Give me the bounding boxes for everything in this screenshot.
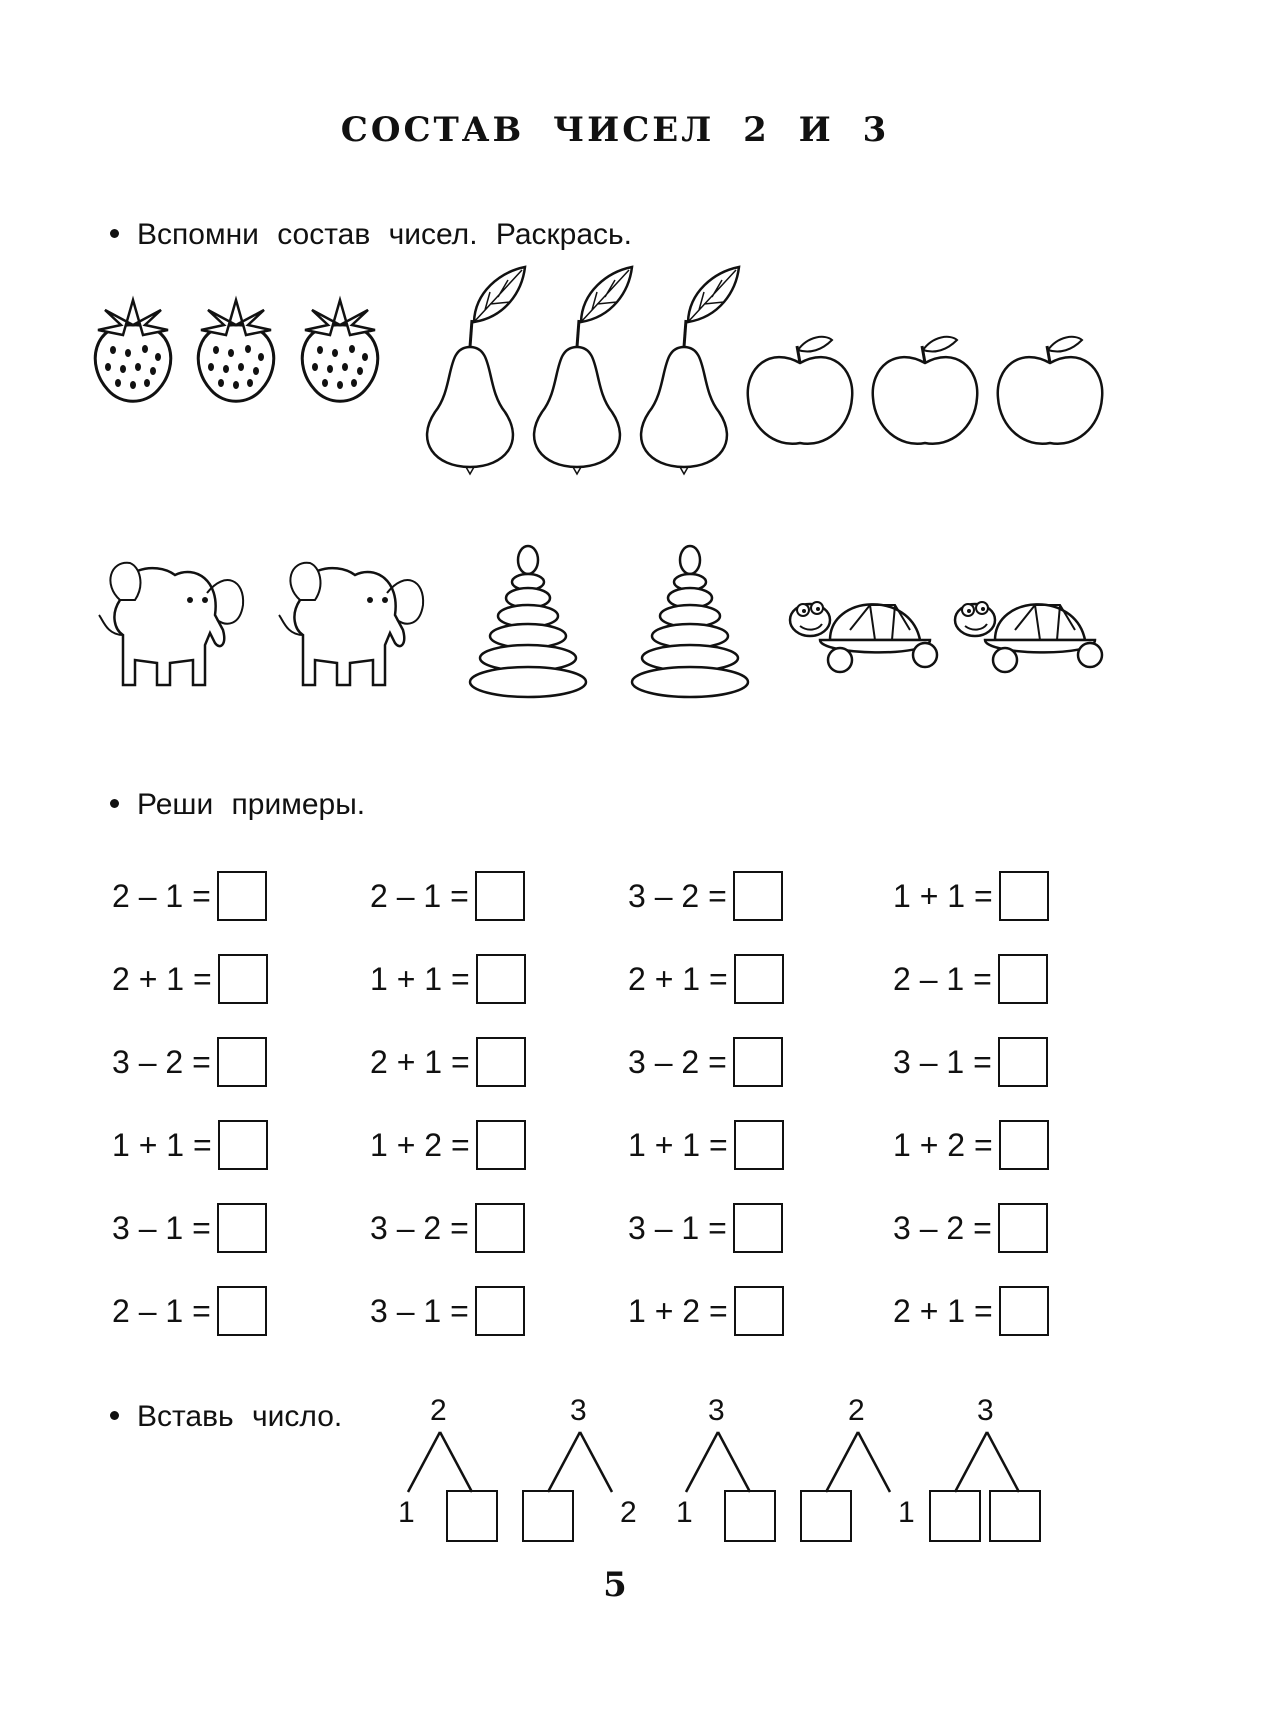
strawberry-icon — [198, 300, 273, 401]
task-insert-text: Вставь число. — [137, 1400, 343, 1433]
answer-box[interactable] — [733, 1203, 783, 1253]
equation-text: 1 + 1 = — [893, 877, 993, 914]
tree-answer-box[interactable] — [446, 1490, 498, 1542]
equation — [112, 1202, 267, 1254]
answer-box[interactable] — [734, 1286, 784, 1336]
equation — [370, 1036, 526, 1088]
bullet-icon — [110, 1411, 119, 1420]
equation-text: 2 – 1 = — [893, 960, 992, 997]
tree-top-number: 2 — [430, 1394, 447, 1427]
elephant-icon — [99, 563, 243, 685]
equation-text: 2 + 1 = — [628, 960, 728, 997]
pear-icon — [641, 267, 739, 474]
equation — [893, 1202, 1048, 1254]
apple-icon — [748, 337, 852, 444]
equation-text: 3 – 1 = — [112, 1209, 211, 1246]
equation-text: 2 + 1 = — [112, 960, 212, 997]
equation — [112, 870, 267, 922]
equation-text: 1 + 1 = — [112, 1126, 212, 1163]
equation-text: 2 + 1 = — [370, 1043, 470, 1080]
equation-text: 2 – 1 = — [112, 877, 211, 914]
answer-box[interactable] — [218, 1120, 268, 1170]
answer-box[interactable] — [733, 1037, 783, 1087]
page-title: СОСТАВ ЧИСЕЛ 2 И 3 — [340, 110, 890, 150]
equation — [112, 1036, 267, 1088]
answer-box[interactable] — [218, 954, 268, 1004]
equation — [893, 953, 1048, 1005]
equation — [370, 1285, 525, 1337]
equation — [893, 1285, 1049, 1337]
equation-text: 3 – 1 = — [370, 1292, 469, 1329]
equation-text: 3 – 2 = — [893, 1209, 992, 1246]
bullet-icon — [110, 799, 119, 808]
task-color-text: Вспомни состав чисел. Раскрась. — [137, 218, 633, 251]
task-solve-instruction — [110, 788, 365, 822]
tree-left-number: 1 — [676, 1496, 693, 1529]
equation-text: 2 + 1 = — [893, 1292, 993, 1329]
equation — [628, 1036, 783, 1088]
equation-text: 3 – 1 = — [628, 1209, 727, 1246]
equation — [893, 870, 1049, 922]
answer-box[interactable] — [217, 871, 267, 921]
pyramid-toy-icon — [470, 546, 586, 697]
equation-text: 1 + 2 = — [893, 1126, 993, 1163]
pyramid-toy-icon — [632, 546, 748, 697]
equation — [893, 1119, 1049, 1171]
equation — [370, 1202, 525, 1254]
answer-box[interactable] — [475, 871, 525, 921]
equation — [370, 1119, 526, 1171]
equation-text: 2 – 1 = — [112, 1292, 211, 1329]
tree-answer-box[interactable] — [929, 1490, 981, 1542]
equation — [112, 953, 268, 1005]
answer-box[interactable] — [476, 1120, 526, 1170]
tree-top-number: 3 — [977, 1394, 994, 1427]
page-number: 5 — [603, 1565, 627, 1605]
tree-answer-box[interactable] — [989, 1490, 1041, 1542]
strawberry-icon — [95, 300, 170, 401]
elephant-icon — [279, 563, 423, 685]
equation-text: 2 – 1 = — [370, 877, 469, 914]
equation-text: 1 + 1 = — [370, 960, 470, 997]
strawberry-icon — [302, 300, 377, 401]
equation — [628, 870, 783, 922]
turtle-icon — [790, 602, 937, 672]
turtle-icon — [955, 602, 1102, 672]
answer-box[interactable] — [999, 1286, 1049, 1336]
equation — [628, 1119, 784, 1171]
apple-icon — [998, 337, 1102, 444]
equation — [893, 1036, 1048, 1088]
equation-text: 3 – 2 = — [112, 1043, 211, 1080]
equation-text: 1 + 1 = — [628, 1126, 728, 1163]
answer-box[interactable] — [476, 1037, 526, 1087]
equation-text: 1 + 2 = — [370, 1126, 470, 1163]
answer-box[interactable] — [734, 1120, 784, 1170]
answer-box[interactable] — [217, 1286, 267, 1336]
equation — [112, 1285, 267, 1337]
answer-box[interactable] — [217, 1203, 267, 1253]
equation — [628, 1285, 784, 1337]
pear-icon — [427, 267, 525, 474]
answer-box[interactable] — [217, 1037, 267, 1087]
equation — [370, 870, 525, 922]
equation — [112, 1119, 268, 1171]
answer-box[interactable] — [998, 954, 1048, 1004]
equation — [370, 953, 526, 1005]
tree-top-number: 3 — [708, 1394, 725, 1427]
tree-left-number: 1 — [398, 1496, 415, 1529]
answer-box[interactable] — [733, 871, 783, 921]
equation-text: 3 – 2 = — [628, 1043, 727, 1080]
equation-text: 3 – 2 = — [628, 877, 727, 914]
answer-box[interactable] — [999, 871, 1049, 921]
answer-box[interactable] — [999, 1120, 1049, 1170]
answer-box[interactable] — [998, 1037, 1048, 1087]
tree-answer-box[interactable] — [724, 1490, 776, 1542]
tree-top-number: 2 — [848, 1394, 865, 1427]
answer-box[interactable] — [998, 1203, 1048, 1253]
tree-answer-box[interactable] — [522, 1490, 574, 1542]
tree-answer-box[interactable] — [800, 1490, 852, 1542]
equation-text: 1 + 2 = — [628, 1292, 728, 1329]
answer-box[interactable] — [734, 954, 784, 1004]
equation-text: 3 – 1 = — [893, 1043, 992, 1080]
apple-icon — [873, 337, 977, 444]
answer-box[interactable] — [476, 954, 526, 1004]
coloring-pictures — [0, 0, 1270, 760]
pear-icon — [534, 267, 632, 474]
task-solve-text: Реши примеры. — [137, 788, 366, 821]
tree-top-number: 3 — [570, 1394, 587, 1427]
task-insert-instruction — [110, 1400, 342, 1434]
tree-right-number: 1 — [898, 1496, 915, 1529]
answer-box[interactable] — [475, 1286, 525, 1336]
equation-text: 3 – 2 = — [370, 1209, 469, 1246]
answer-box[interactable] — [475, 1203, 525, 1253]
equation — [628, 1202, 783, 1254]
equation — [628, 953, 784, 1005]
tree-right-number: 2 — [620, 1496, 637, 1529]
